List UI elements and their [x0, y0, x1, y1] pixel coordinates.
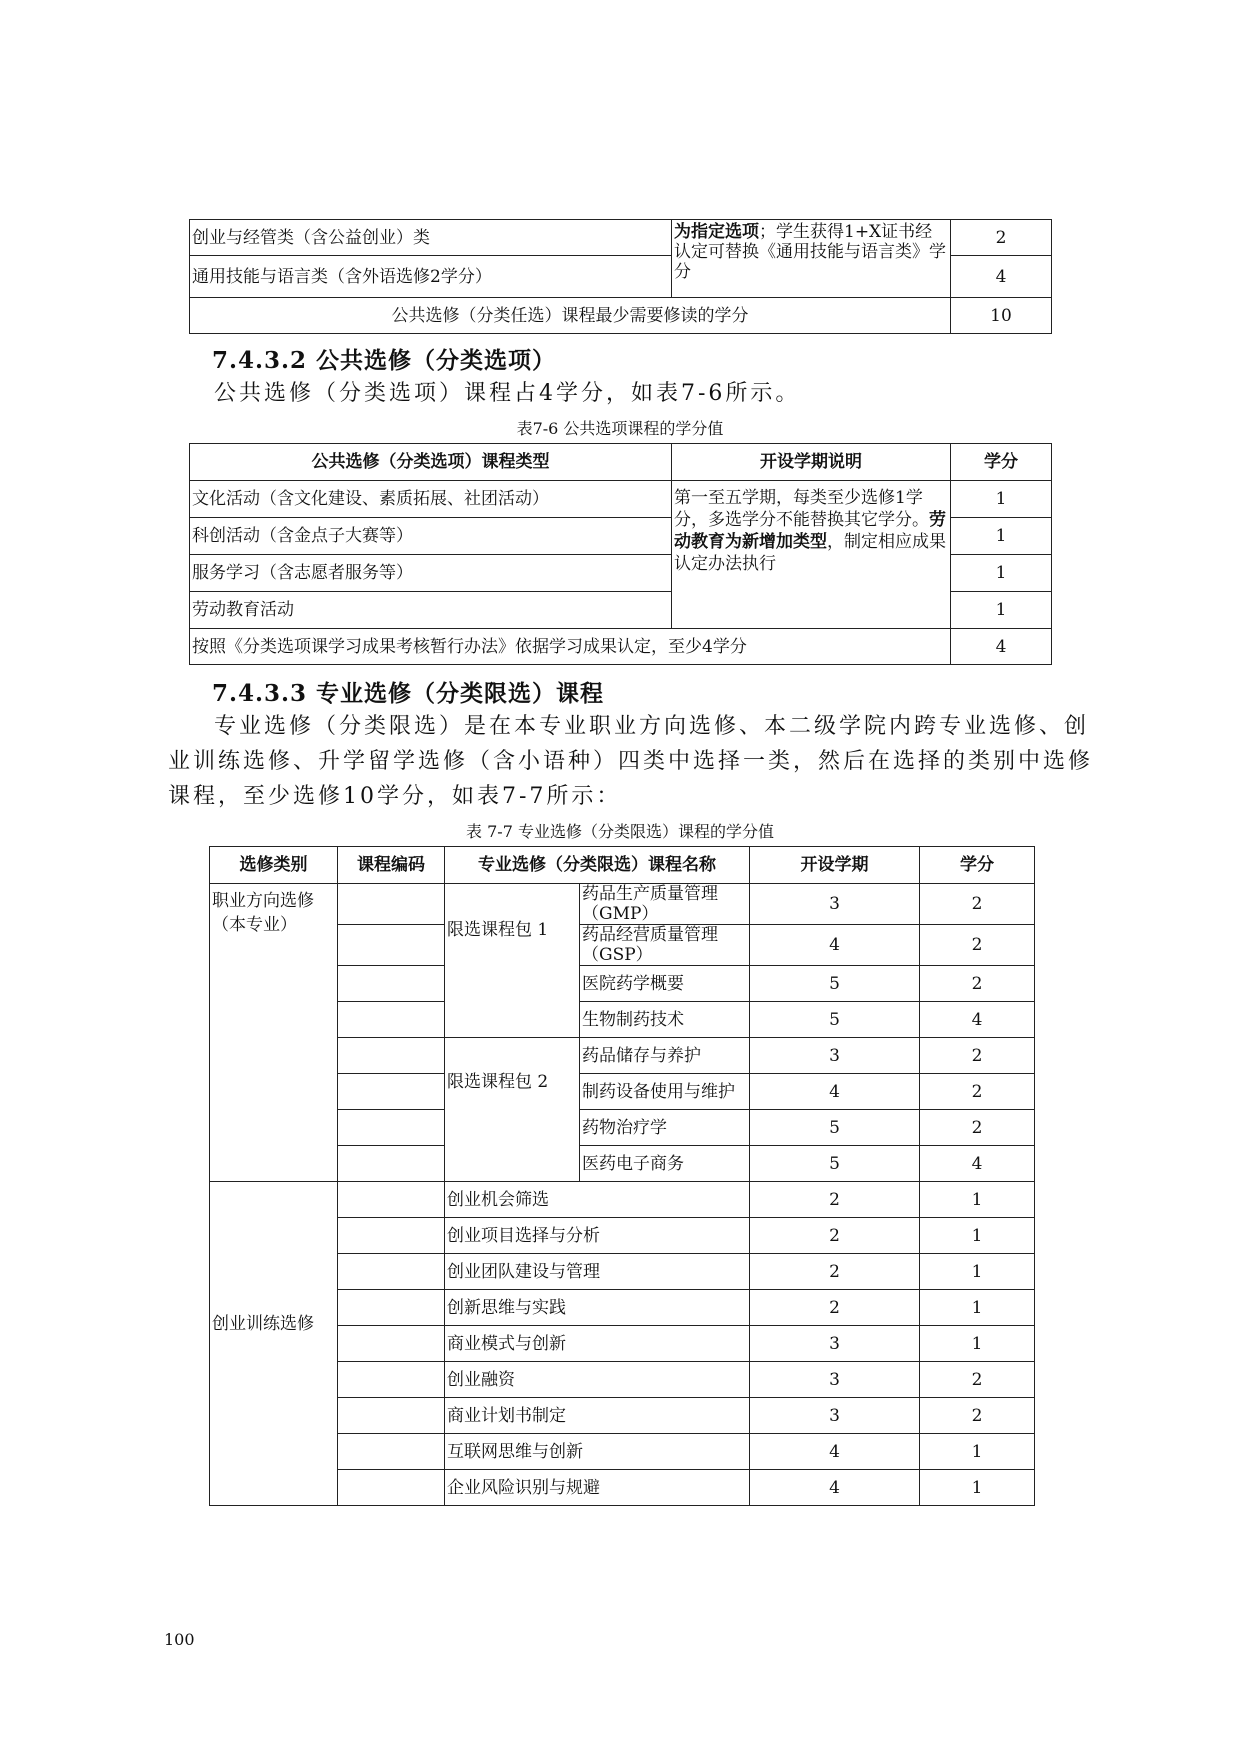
table-7-7 [209, 846, 1035, 1506]
course-credit: 4 [920, 1002, 1035, 1038]
table-cell: 创业与经管类（含公益创业）类 [190, 220, 672, 256]
section-paragraph: 公共选修（分类选项）课程占4学分，如表7-6所示。 [214, 381, 801, 406]
table-public-elective-continued [189, 219, 1052, 334]
code-cell [338, 884, 445, 925]
note-text: 第一至五学期，每类至少选修1学分，多选学分不能替换其它学分。 [674, 488, 929, 530]
code-cell [338, 1326, 445, 1362]
course-term: 4 [750, 1470, 920, 1506]
course-name: 医院药学概要 [580, 966, 750, 1002]
code-cell [338, 1434, 445, 1470]
course-name: 药品经营质量管理（GSP） [580, 925, 750, 966]
course-credit: 1 [920, 1326, 1035, 1362]
course-credit: 2 [920, 884, 1035, 925]
course-name: 生物制药技术 [580, 1002, 750, 1038]
course-credit: 2 [920, 1110, 1035, 1146]
course-term: 2 [750, 1218, 920, 1254]
section-paragraph-line: 专业选修（分类限选）是在本专业职业方向选修、本二级学院内跨专业选修、创 [214, 714, 1090, 739]
course-credit: 2 [920, 1362, 1035, 1398]
course-credit: 1 [920, 1218, 1035, 1254]
code-cell [338, 1218, 445, 1254]
code-cell [338, 1074, 445, 1110]
table-caption: 表 7-7 专业选修（分类限选）课程的学分值 [466, 822, 774, 841]
table-footer-credit: 4 [951, 629, 1052, 665]
course-credit: 1 [920, 1182, 1035, 1218]
course-term: 5 [750, 1110, 920, 1146]
course-term: 2 [750, 1254, 920, 1290]
course-name: 创业团队建设与管理 [445, 1254, 750, 1290]
course-credit: 1 [920, 1434, 1035, 1470]
table-cell: 通用技能与语言类（含外语选修2学分） [190, 256, 672, 298]
code-cell [338, 925, 445, 966]
course-credit: 1 [920, 1470, 1035, 1506]
code-cell [338, 1002, 445, 1038]
code-cell [338, 1182, 445, 1218]
course-credit: 4 [920, 1146, 1035, 1182]
column-header: 公共选修（分类选项）课程类型 [190, 444, 672, 481]
section-paragraph-line: 课程，至少选修10学分，如表7-7所示： [168, 784, 622, 809]
table-cell: 1 [951, 518, 1052, 555]
table-cell: 1 [951, 592, 1052, 629]
course-name: 企业风险识别与规避 [445, 1470, 750, 1506]
code-cell [338, 1146, 445, 1182]
course-name: 创业机会筛选 [445, 1182, 750, 1218]
column-header: 学分 [951, 444, 1052, 481]
table-caption: 表7-6 公共选项课程的学分值 [516, 419, 724, 438]
category-cell: 职业方向选修（本专业） [210, 884, 338, 1182]
code-cell [338, 1362, 445, 1398]
section-heading: 7.4.3.2 公共选修（分类选项） [212, 347, 557, 374]
course-name: 创新思维与实践 [445, 1290, 750, 1326]
code-cell [338, 966, 445, 1002]
course-credit: 2 [920, 1038, 1035, 1074]
course-credit: 2 [920, 966, 1035, 1002]
section-heading: 7.4.3.3 专业选修（分类限选）课程 [212, 680, 605, 707]
code-cell [338, 1290, 445, 1326]
code-cell [338, 1110, 445, 1146]
table-cell: 1 [951, 555, 1052, 592]
table-cell: 服务学习（含志愿者服务等） [190, 555, 672, 592]
note-bold: 劳动教育为新增加类型 [674, 510, 946, 552]
note-text: ，制定相应成果认定办法执行 [674, 532, 946, 574]
course-term: 5 [750, 966, 920, 1002]
column-header: 学分 [920, 847, 1035, 884]
column-header: 开设学期 [750, 847, 920, 884]
note-text: ；学生获得1+X证书经认定可替换《通用技能与语言类》学分 [674, 222, 946, 282]
course-term: 5 [750, 1002, 920, 1038]
course-name: 药物治疗学 [580, 1110, 750, 1146]
table-cell: 文化活动（含文化建设、素质拓展、社团活动） [190, 481, 672, 518]
table-7-6 [189, 443, 1052, 665]
code-cell [338, 1398, 445, 1434]
course-name: 医药电子商务 [580, 1146, 750, 1182]
section-paragraph-line: 业训练选修、升学留学选修（含小语种）四类中选择一类，然后在选择的类别中选修 [168, 749, 1094, 774]
table-footer-label: 公共选修（分类任选）课程最少需要修读的学分 [190, 298, 951, 334]
course-term: 3 [750, 1398, 920, 1434]
note-cell [672, 481, 951, 629]
code-cell [338, 1254, 445, 1290]
course-name: 药品储存与养护 [580, 1038, 750, 1074]
code-cell [338, 1038, 445, 1074]
course-credit: 2 [920, 1398, 1035, 1434]
course-term: 4 [750, 1074, 920, 1110]
column-header: 选修类别 [210, 847, 338, 884]
table-cell: 2 [951, 220, 1052, 256]
column-header: 专业选修（分类限选）课程名称 [445, 847, 750, 884]
course-name: 药品生产质量管理（GMP） [580, 884, 750, 925]
course-name: 制药设备使用与维护 [580, 1074, 750, 1110]
course-term: 3 [750, 1038, 920, 1074]
table-cell: 科创活动（含金点子大赛等） [190, 518, 672, 555]
table-cell: 4 [951, 256, 1052, 298]
package-cell: 限选课程包 1 [445, 884, 580, 1038]
package-cell: 限选课程包 2 [445, 1038, 580, 1182]
course-credit: 1 [920, 1254, 1035, 1290]
course-name: 互联网思维与创新 [445, 1434, 750, 1470]
code-cell [338, 1470, 445, 1506]
course-credit: 1 [920, 1290, 1035, 1326]
column-header: 课程编码 [338, 847, 445, 884]
page-number: 100 [164, 1630, 195, 1649]
course-credit: 2 [920, 1074, 1035, 1110]
course-term: 3 [750, 1362, 920, 1398]
table-footer-label: 按照《分类选项课学习成果考核暂行办法》依据学习成果认定，至少4学分 [190, 629, 951, 665]
column-header: 开设学期说明 [672, 444, 951, 481]
course-term: 2 [750, 1290, 920, 1326]
course-name: 创业融资 [445, 1362, 750, 1398]
course-name: 商业计划书制定 [445, 1398, 750, 1434]
course-term: 3 [750, 884, 920, 925]
course-credit: 2 [920, 925, 1035, 966]
course-term: 5 [750, 1146, 920, 1182]
course-name: 商业模式与创新 [445, 1326, 750, 1362]
table-footer-credit: 10 [951, 298, 1052, 334]
course-term: 3 [750, 1326, 920, 1362]
category-cell: 创业训练选修 [210, 1182, 338, 1506]
course-term: 2 [750, 1182, 920, 1218]
table-cell: 1 [951, 481, 1052, 518]
course-term: 4 [750, 925, 920, 966]
note-cell [672, 220, 951, 298]
course-name: 创业项目选择与分析 [445, 1218, 750, 1254]
note-bold: 为指定选项 [674, 222, 759, 242]
course-term: 4 [750, 1434, 920, 1470]
table-cell: 劳动教育活动 [190, 592, 672, 629]
